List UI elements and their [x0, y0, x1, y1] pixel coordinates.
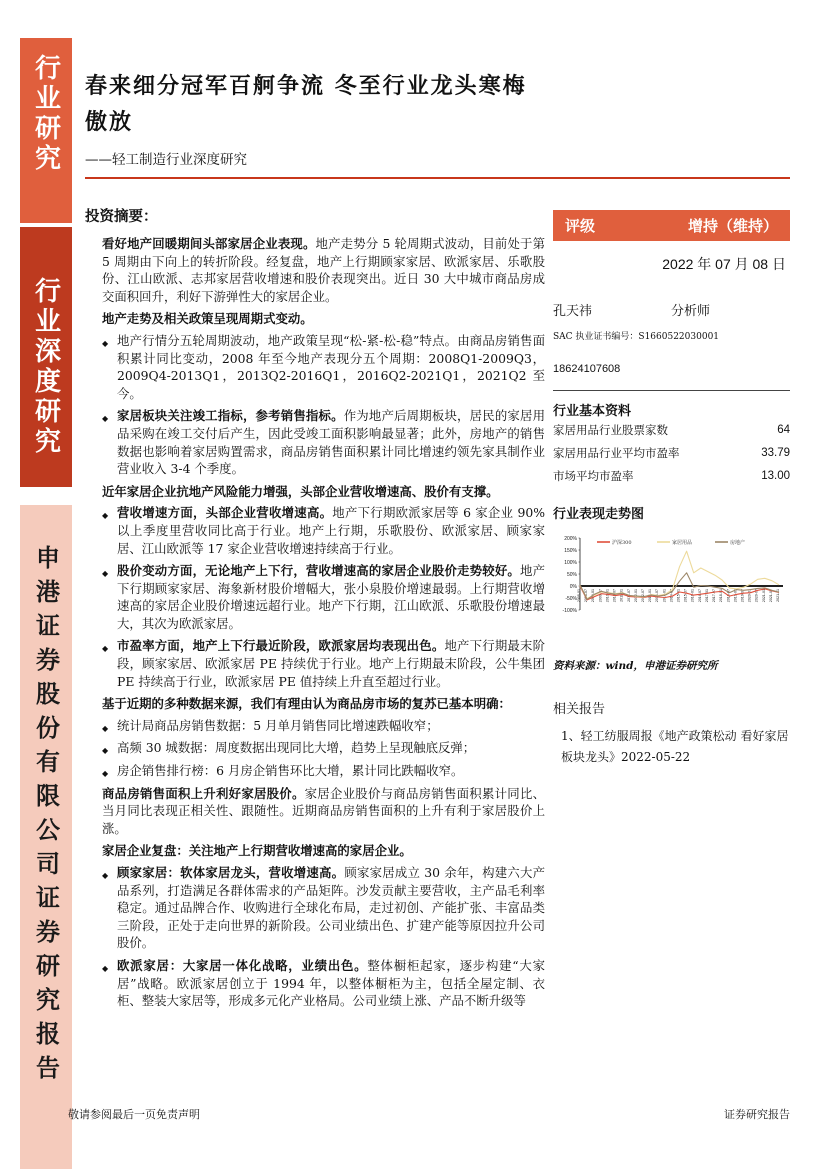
svg-text:2015-07: 2015-07 — [683, 589, 688, 603]
bullet-diamond-icon: ◆ — [102, 723, 109, 733]
svg-text:2011-07: 2011-07 — [626, 589, 631, 602]
sidebar-banner-company — [20, 505, 72, 1169]
analyst-name: 孔天祎 — [553, 304, 593, 319]
svg-text:2014-01: 2014-01 — [662, 589, 667, 603]
svg-text:2010-01: 2010-01 — [605, 589, 610, 603]
section-heading: 近年家居企业抗地产风险能力增强，头部企业营收增速高、股价有支撑。 — [102, 483, 499, 499]
bullet-item: ◆ 顾家家居：软体家居龙头，营收增速高。顾家家居成立 30 余年，构建六大产品系列，打造满足各群体需求的产品矩阵。沙发贡献主要营收，主产品毛利率稳定。通过品牌合作、收购进行全球化布局，走过初创、产能扩张、丰富品类三阶段，正处于走向世界的新阶段。公司业绩出色、扩建产能等原因拉升公司股价。 — [102, 865, 545, 951]
svg-text:2011-01: 2011-01 — [619, 589, 624, 602]
industry-fact-row — [553, 442, 790, 465]
fact-value: 13.00 — [761, 470, 790, 482]
report-title: 春来细分冠军百舸争流 冬至行业龙头寒梅傲放 — [85, 73, 527, 135]
footer-report-type: 证券研究报告 — [724, 1108, 790, 1121]
summary-paragraph: 看好地产回暖期间头部家居企业表现。地产走势分 5 轮周期式波动，目前处于第 5 周期由下向上的转折阶段。经复盘，地产上行期顾家家居、欧派家居、乐歌股份、江山欧派、志邦家居营收增速和股价表现突出。近日 30 大中城市商品房成交面积回升，利好下游弹性大的家居企业。 — [102, 236, 545, 304]
bullet-diamond-icon: ◆ — [102, 569, 109, 579]
analyst-row — [553, 300, 790, 319]
bullet-diamond-icon: ◆ — [102, 414, 109, 424]
bullet-diamond-icon: ◆ — [102, 511, 109, 521]
bullet-diamond-icon: ◆ — [102, 644, 109, 654]
sidebar-banner-industry-deep-research — [20, 227, 72, 487]
svg-text:2017-07: 2017-07 — [712, 589, 716, 603]
summary-column — [85, 205, 545, 1015]
rating-label: 评级 — [565, 217, 596, 235]
svg-text:2021-01: 2021-01 — [761, 589, 766, 603]
svg-text:2017-01: 2017-01 — [704, 589, 709, 603]
chart-heading: 行业表现走势图 — [553, 507, 645, 522]
related-report-item: 1、轻工纺服周报《地产政策松动 看好家居板块龙头》2022-05-22 — [561, 729, 789, 764]
svg-text:家居用品: 家居用品 — [672, 539, 693, 546]
svg-text:2013-01: 2013-01 — [648, 589, 653, 603]
summary-paragraph: 商品房销售面积上升利好家居股价。家居企业股价与商品房销售面积累计同比、当月同比表现正相关性、跟随性。近期商品房销售面积的上升有利于家居股价上涨。 — [102, 785, 545, 836]
industry-performance-chart — [553, 529, 787, 644]
sidebar-banner-text: 行业深度研究 — [30, 277, 61, 457]
related-reports-list — [553, 726, 790, 768]
svg-text:2015-01: 2015-01 — [676, 589, 681, 603]
bullet-item: ◆ 市盈率方面，地产上下行最近阶段，欧派家居均表现出色。地产下行期最末阶段，顾家家居、欧派家居 PE 持续优于行业。地产上行期最末阶段，公牛集团 PE 持续高于行业，欧派家居 PE 值持续上升直至超过行业。 — [102, 638, 545, 689]
bullet-item: ◆ 高频 30 城数据：周度数据出现同比大增，趋势上呈现触底反弹； — [102, 739, 545, 757]
section-heading: 基于近期的多种数据来源，我们有理由认为商品房市场的复苏已基本明确： — [102, 696, 511, 712]
bullet-item: ◆ 营收增速方面，头部企业营收增速高。地产下行期欧派家居等 6 家企业 90%以上季度里营收同比高于行业。地产上行期，乐歌股份、欧派家居、顾家家居、江山欧派等 17 家企业营收增速持续高于行业。 — [102, 505, 545, 556]
svg-text:2018-07: 2018-07 — [726, 589, 731, 603]
svg-text:2008-01: 2008-01 — [577, 589, 581, 603]
svg-text:2021-11: 2021-11 — [776, 589, 780, 602]
svg-text:沪深300: 沪深300 — [612, 539, 632, 546]
rating-box — [553, 210, 790, 241]
svg-text:2008-07: 2008-07 — [584, 589, 589, 603]
report-subtitle: ——轻工制造行业深度研究 — [85, 152, 247, 168]
page-footer — [68, 1106, 790, 1122]
section-heading: 地产走势及相关政策呈现周期式变动。 — [102, 311, 313, 327]
svg-text:2013-07: 2013-07 — [655, 589, 660, 603]
svg-text:2009-01: 2009-01 — [591, 589, 596, 603]
industry-facts-heading: 行业基本资料 — [553, 390, 790, 419]
performance-line-chart-svg — [553, 529, 787, 641]
svg-text:房地产: 房地产 — [730, 539, 746, 546]
sidebar-banner-industry-research — [20, 38, 72, 223]
bullet-diamond-icon: ◆ — [102, 871, 109, 880]
svg-text:2018-01: 2018-01 — [719, 589, 724, 603]
fact-value: 64 — [777, 424, 790, 436]
info-column — [553, 205, 790, 768]
sidebar-banner-text: 申港证券股份有限公司证券研究报告 — [31, 545, 61, 1089]
svg-text:100%: 100% — [564, 559, 577, 566]
bullet-diamond-icon: ◆ — [102, 338, 109, 348]
svg-text:2020-01: 2020-01 — [747, 589, 752, 603]
svg-text:2019-07: 2019-07 — [740, 589, 745, 603]
svg-text:2016-01: 2016-01 — [690, 589, 695, 603]
svg-text:200%: 200% — [564, 535, 577, 542]
chart-source: 资料来源：wind，申港证券研究所 — [553, 660, 718, 672]
related-reports-heading: 相关报告 — [553, 702, 606, 717]
bullet-item: ◆ 欧派家居：大家居一体化战略，业绩出色。整体橱柜起家，逐步构建“大家居”战略。欧派家居创立于 1994 年，以整体橱柜为主，包括全屋定制、衣柜、整装大家居等，形成多元化产业格局。公司业绩上涨、产品不断升级等 — [102, 957, 545, 1009]
analyst-title: 分析师 — [671, 304, 711, 319]
svg-text:2016-07: 2016-07 — [697, 589, 702, 603]
fact-label: 家居用品行业平均市盈率 — [553, 446, 680, 460]
svg-text:0%: 0% — [569, 583, 577, 590]
fact-label: 市场平均市盈率 — [553, 469, 634, 483]
bullet-item: ◆ 股价变动方面，无论地产上下行，营收增速高的家居企业股价走势较好。地产下行期顾家家居、海象新材股价增幅大，张小泉股价增速最弱。上行期营收增速高的家居企业股价增速远超行业。地产下行期，江山欧派、乐歌股份增速最大，其次为欧派家居。 — [102, 563, 545, 631]
report-date: 2022 年 07 月 08 日 — [662, 256, 786, 272]
summary-heading: 投资摘要： — [85, 208, 158, 225]
rating-value: 增持（维持） — [687, 217, 778, 235]
bullet-item: ◆ 地产行情分五轮周期波动，地产政策呈现“松-紧-松-稳”特点。由商品房销售面积累计同比变动，2008 年至今地产表现分五个周期：2008Q1-2009Q3，2009Q4-2013Q1，2013Q2-2016Q1，2016Q2-2021Q1，2021Q2 至今。 — [102, 332, 545, 401]
fact-label: 家居用品行业股票家数 — [553, 423, 668, 437]
bullet-diamond-icon: ◆ — [102, 746, 109, 756]
svg-text:150%: 150% — [564, 547, 577, 554]
industry-fact-row — [553, 465, 790, 488]
bullet-item: ◆ 统计局商品房销售数据：5 月单月销售同比增速跌幅收窄； — [102, 717, 545, 735]
footer-disclaimer: 敬请参阅最后一页免责声明 — [68, 1108, 200, 1121]
section-heading: 家居企业复盘：关注地产上行期营收增速高的家居企业。 — [102, 843, 412, 859]
industry-facts-table — [553, 419, 790, 488]
summary-blocks — [85, 235, 545, 1010]
analyst-phone: 18624107608 — [553, 363, 621, 375]
sidebar-banner-text: 行业研究 — [30, 54, 61, 174]
svg-text:-100%: -100% — [562, 607, 577, 614]
bullet-diamond-icon: ◆ — [102, 769, 109, 779]
title-divider — [85, 177, 790, 179]
svg-text:2010-07: 2010-07 — [612, 589, 617, 603]
svg-text:-50%: -50% — [565, 595, 577, 602]
svg-text:2012-01: 2012-01 — [633, 589, 638, 603]
fact-value: 33.79 — [761, 447, 790, 459]
svg-text:2012-07: 2012-07 — [641, 589, 645, 603]
bullet-item: ◆ 家居板块关注竣工指标，参考销售指标。作为地产后周期板块，居民的家居用品采购在竣工交付后产生，因此受竣工面积影响最显著；此外，房地产的销售数据也影响着家居购置需求，商品房销售面积累计同比增速约领先家具制作业营业收入 3-4 个季度。 — [102, 408, 545, 477]
analyst-sac-number: SAC 执业证书编号：S1660522030001 — [553, 332, 720, 342]
svg-text:2020-07: 2020-07 — [754, 589, 759, 603]
report-header — [85, 68, 790, 168]
svg-text:2014-07: 2014-07 — [669, 589, 674, 603]
svg-text:2021-07: 2021-07 — [768, 589, 773, 603]
industry-fact-row — [553, 419, 790, 442]
svg-text:2019-01: 2019-01 — [733, 589, 738, 603]
svg-text:50%: 50% — [566, 571, 577, 578]
bullet-diamond-icon: ◆ — [102, 963, 109, 973]
bullet-item: ◆ 房企销售排行榜：6 月房企销售环比大增，累计同比跌幅收窄。 — [102, 762, 545, 780]
svg-text:2009-07: 2009-07 — [598, 589, 603, 603]
